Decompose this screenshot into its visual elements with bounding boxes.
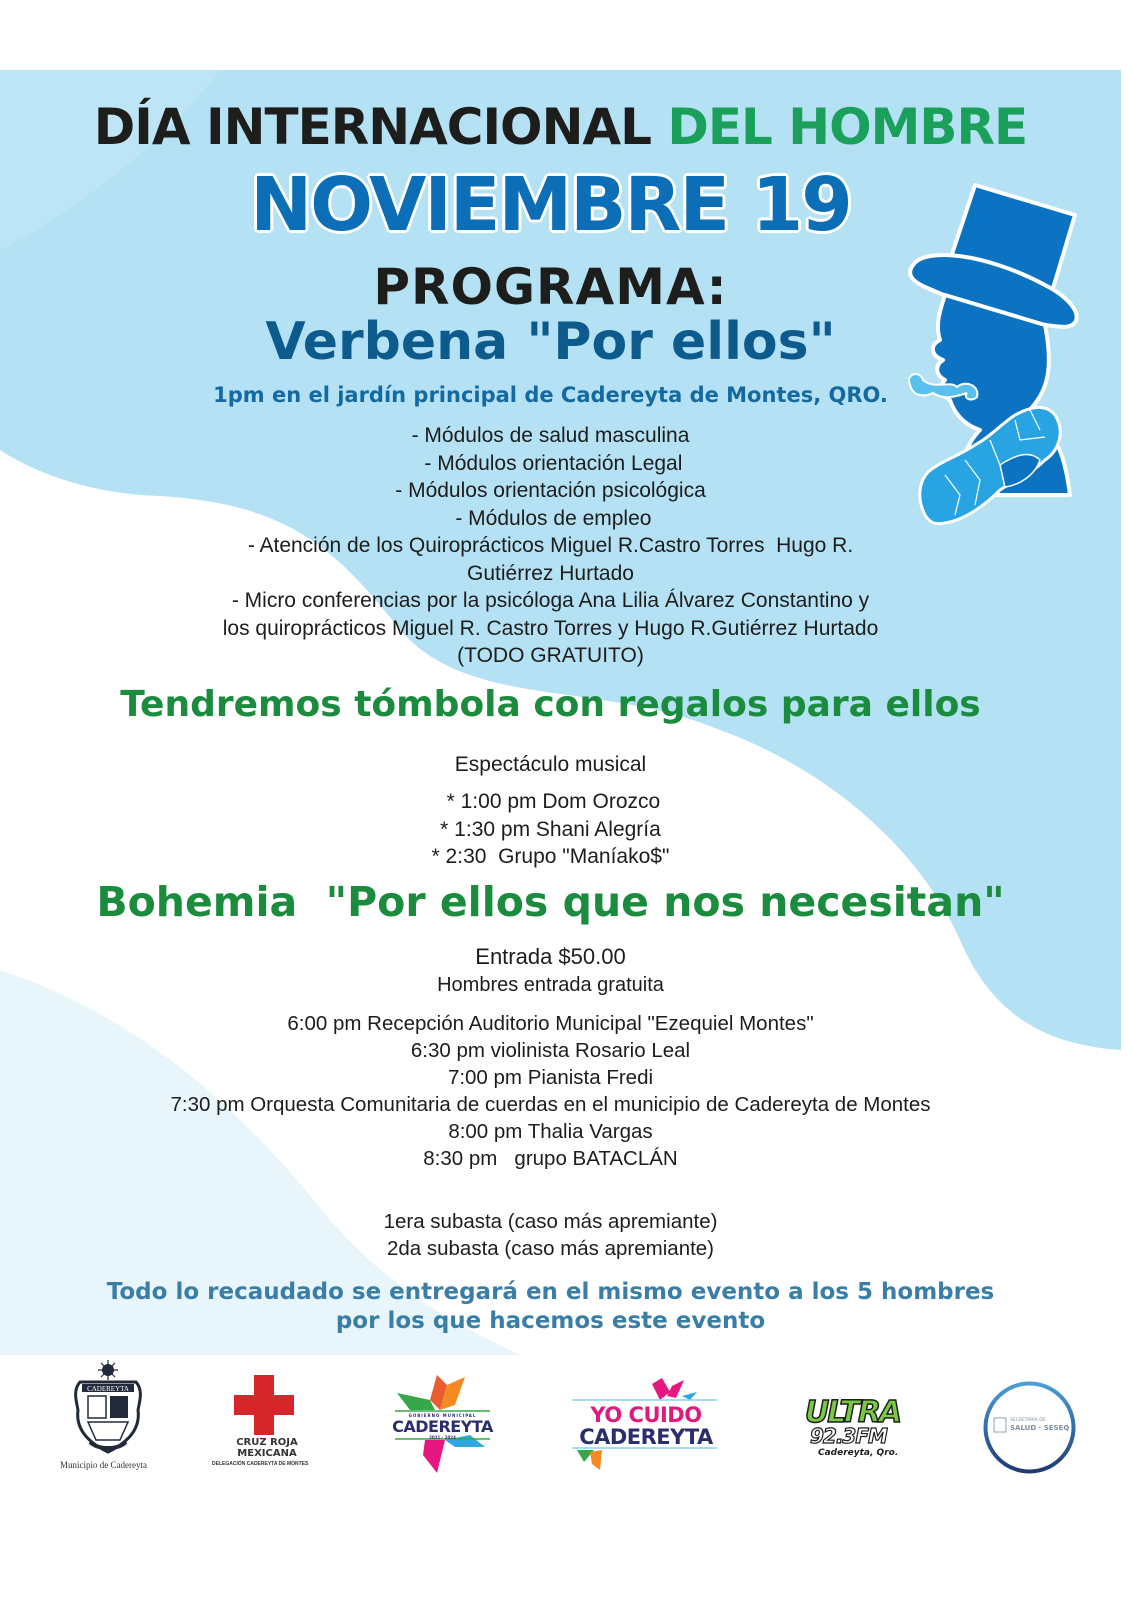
crest-banner-text: CADEREYTA	[87, 1385, 129, 1393]
module-item: los quiroprácticos Miguel R. Castro Torres y Hugo R.Gutiérrez Hurtado	[222, 616, 879, 640]
coat-of-arms-icon	[68, 1360, 148, 1455]
yo-cuido-line1: YO CUIDO	[590, 1403, 702, 1427]
closing-line: Todo lo recaudado se entregará en el mismo evento a los 5 hombres	[106, 1279, 995, 1305]
schedule-item: 8:00 pm Thalia Vargas	[448, 1120, 653, 1143]
closing-line: por los que hacemos este evento	[335, 1308, 766, 1334]
entrance-fee: Entrada $50.00	[475, 944, 626, 969]
module-item: - Módulos de empleo	[449, 506, 652, 530]
bohemia-heading: Bohemia "Por ellos que nos necesitan"	[96, 878, 1005, 926]
module-item: - Módulos de salud masculina	[411, 424, 690, 447]
gobierno-municipal-cadereyta-logo	[385, 1375, 500, 1475]
cruz-roja-line2: MEXICANA	[237, 1448, 297, 1459]
evening-schedule	[0, 1010, 1111, 1172]
ultra-radio-logo	[780, 1395, 925, 1468]
sponsor-logos	[0, 1360, 1121, 1505]
yo-cuido-cadereyta-logo	[572, 1378, 722, 1478]
module-item: - Atención de los Quiroprácticos Miguel R.Castro Torres Hugo R.	[247, 534, 854, 557]
red-cross-icon	[222, 1375, 312, 1435]
yo-cuido-line2: CADEREYTA	[579, 1425, 713, 1449]
schedule-item: 7:30 pm Orquesta Comunitaria de cuerdas en el municipio de Cadereyta de Montes	[170, 1093, 931, 1116]
men-free-note: Hombres entrada gratuita	[437, 974, 664, 996]
gobierno-years-text: 2021 - 2024	[429, 1435, 456, 1440]
ultra-name: ULTRA	[804, 1395, 901, 1430]
module-item: Gutiérrez Hurtado	[467, 561, 634, 585]
music-shows-list	[0, 788, 1111, 871]
municipio-caption: Municipio de Cadereyta	[60, 1460, 147, 1470]
schedule-item: 8:30 pm grupo BATACLÁN	[423, 1147, 678, 1170]
event-date: NOVIEMBRE 19	[250, 162, 851, 248]
poster	[0, 70, 1121, 1505]
music-show-item: * 1:00 pm Dom Orozco	[440, 790, 661, 813]
event-name: Verbena "Por ellos"	[265, 312, 836, 372]
secretaria-salud-logo	[982, 1380, 1077, 1475]
closing-message	[0, 1278, 1111, 1336]
gentleman-mascot-illustration	[905, 175, 1095, 525]
schedule-item: 6:30 pm violinista Rosario Leal	[410, 1039, 691, 1062]
music-show-item: * 1:30 pm Shani Alegría	[440, 817, 661, 841]
auctions-list	[0, 1208, 1111, 1262]
ultra-frequency: 92.3FM	[810, 1424, 887, 1448]
module-item: - Micro conferencias por la psicóloga Ana Lilia Álvarez Constantino y	[231, 589, 870, 612]
module-item: - Módulos orientación Legal	[418, 451, 683, 475]
cruz-roja-caption: DELEGACIÓN CADEREYTA DE MONTES	[212, 1461, 309, 1467]
cruz-roja-logo	[212, 1375, 312, 1467]
title-line	[0, 98, 1121, 156]
music-show-item: * 2:30 Grupo "Maníako$"	[431, 845, 670, 868]
gobierno-top-text: GOBIERNO MUNICIPAL	[408, 1413, 477, 1418]
salud-line2: SALUD · SESEQ	[1010, 1424, 1070, 1432]
municipio-cadereyta-crest	[60, 1360, 148, 1470]
salud-line1: SECRETARÍA DE	[1010, 1418, 1046, 1423]
module-item: (TODO GRATUITO)	[457, 644, 644, 667]
title-part-green: DEL HOMBRE	[667, 98, 1028, 156]
schedule-item: 7:00 pm Pianista Fredi	[447, 1066, 654, 1089]
schedule-item: 6:00 pm Recepción Auditorio Municipal "Ezequiel Montes"	[287, 1012, 814, 1035]
cruz-roja-line1: CRUZ ROJA	[236, 1437, 298, 1448]
tombola-heading: Tendremos tómbola con regalos para ellos	[120, 684, 981, 725]
music-heading: Espectáculo musical	[454, 753, 647, 776]
title-part-black: DÍA INTERNACIONAL	[93, 98, 668, 156]
ultra-city: Cadereyta, Qro.	[818, 1448, 899, 1458]
event-location: 1pm en el jardín principal de Cadereyta de Montes, QRO.	[213, 383, 888, 407]
auction-item: 1era subasta (caso más apremiante)	[383, 1210, 718, 1233]
module-item: - Módulos orientación psicológica	[395, 479, 706, 502]
gobierno-name-text: CADEREYTA	[392, 1417, 493, 1436]
auction-item: 2da subasta (caso más apremiante)	[386, 1237, 715, 1260]
program-heading: PROGRAMA:	[373, 258, 728, 316]
